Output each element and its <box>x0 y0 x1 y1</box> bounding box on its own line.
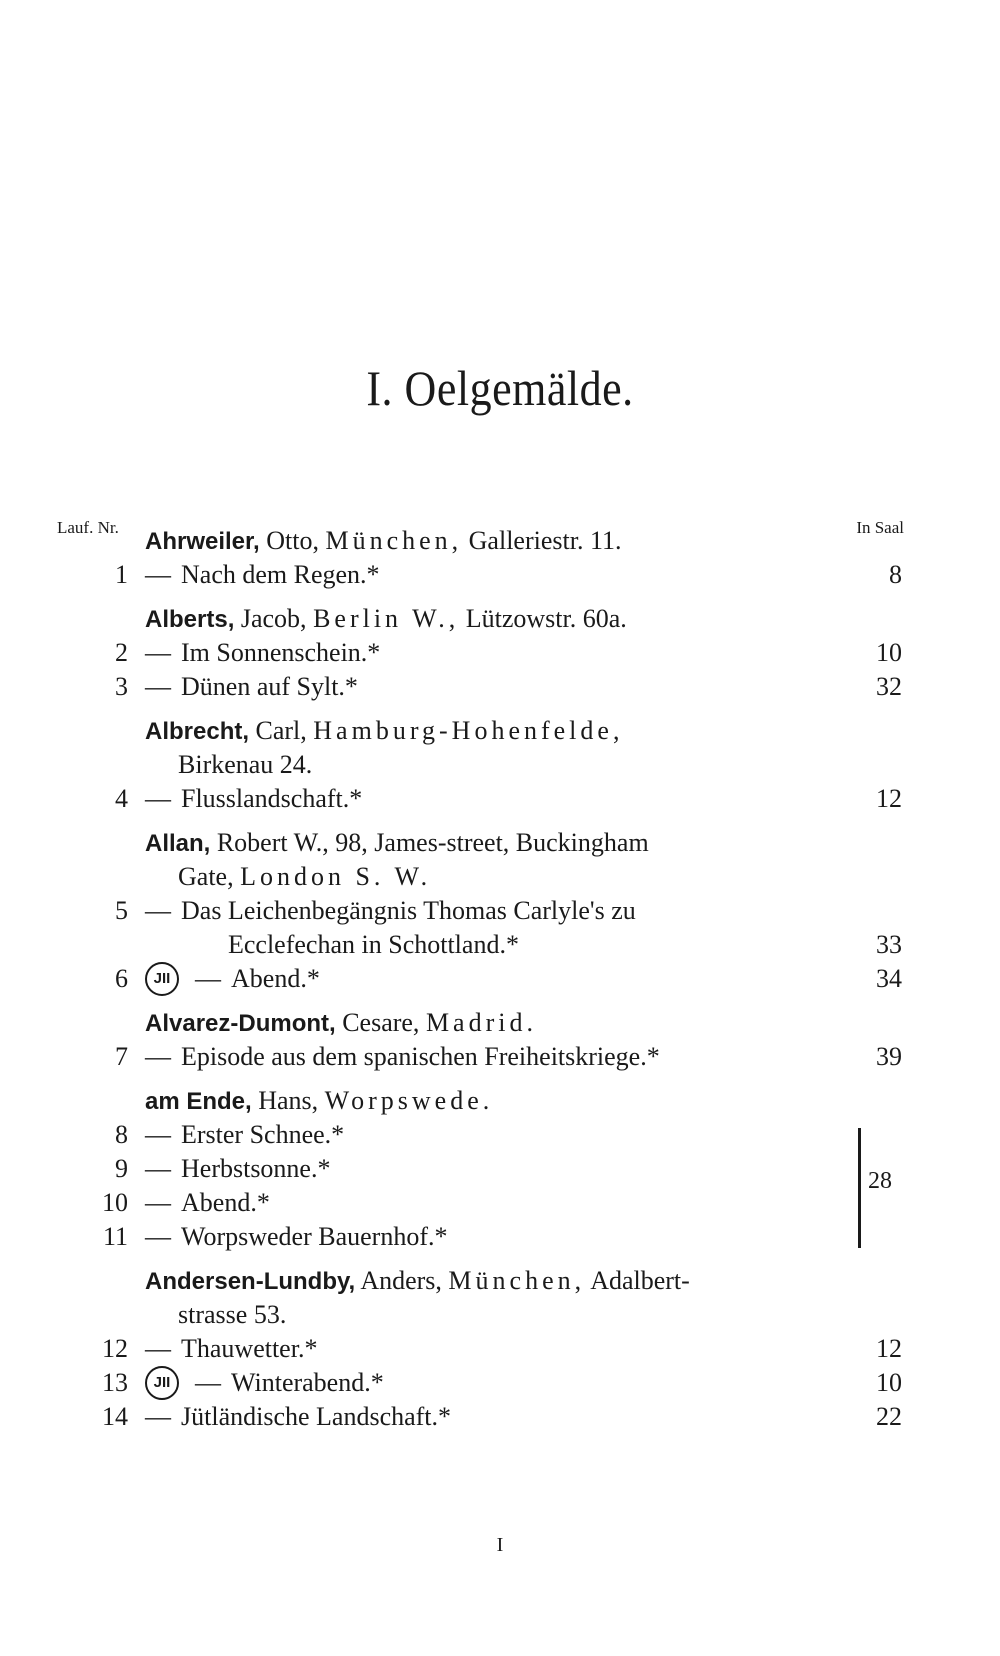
artist-entry-allan <box>0 826 1000 860</box>
list-item <box>0 1040 1000 1074</box>
work-title: Abend.* <box>181 1188 270 1217</box>
saal-number: 8 <box>889 560 902 589</box>
dash: — <box>145 896 171 925</box>
dash: — <box>145 1042 171 1071</box>
saal-number: 32 <box>876 672 902 701</box>
work-number: 8 <box>115 1120 128 1149</box>
artist-city: München, <box>448 1266 586 1295</box>
artist-first-name: Jacob, <box>240 604 307 633</box>
artist-address: Birkenau 24. <box>178 750 313 779</box>
dash: — <box>195 1368 221 1397</box>
group-bracket <box>858 1128 861 1248</box>
work-title-continued: Ecclefechan in Schottland.* <box>228 930 519 959</box>
list-item-continuation <box>0 928 1000 962</box>
dash: — <box>145 1120 171 1149</box>
work-number: 13 <box>102 1368 128 1397</box>
dash: — <box>145 638 171 667</box>
saal-number: 39 <box>876 1042 902 1071</box>
jury-badge-icon: JII <box>145 1366 179 1400</box>
artist-city: London S. W. <box>240 862 432 891</box>
artist-city: München, <box>325 526 463 555</box>
work-number: 12 <box>102 1334 128 1363</box>
column-header-lauf-nr: Lauf. Nr. <box>57 518 119 537</box>
dash: — <box>145 672 171 701</box>
work-number: 4 <box>115 784 128 813</box>
artist-city: Berlin W., <box>313 604 460 633</box>
artist-city: Madrid. <box>425 1008 537 1037</box>
saal-number: 10 <box>876 1368 902 1397</box>
artist-address: strasse 53. <box>178 1300 287 1329</box>
work-title: Worpsweder Bauernhof.* <box>181 1222 448 1251</box>
artist-entry-alvarez-dumont <box>0 1006 1000 1040</box>
list-item <box>0 1400 1000 1434</box>
list-item <box>0 1186 1000 1220</box>
group-saal-number: 28 <box>868 1168 892 1194</box>
work-number: 1 <box>115 560 128 589</box>
work-title: Nach dem Regen.* <box>181 560 380 589</box>
artist-first-name: Anders, <box>360 1266 442 1295</box>
dash: — <box>145 1188 171 1217</box>
list-item <box>0 558 1000 592</box>
work-number: 6 <box>115 964 128 993</box>
artist-first-name: Carl, <box>255 716 307 745</box>
work-number: 2 <box>115 638 128 667</box>
artist-name: Ahrweiler, <box>145 528 260 555</box>
artist-address: Gate, <box>178 862 234 891</box>
artist-entry-am-ende <box>0 1084 1000 1118</box>
list-item <box>0 636 1000 670</box>
list-item <box>0 670 1000 704</box>
artist-first-name: Cesare, <box>342 1008 420 1037</box>
work-number: 3 <box>115 672 128 701</box>
list-item <box>0 894 1000 928</box>
artist-first-name: Hans, <box>258 1086 319 1115</box>
artist-name: Andersen-Lundby, <box>145 1268 356 1295</box>
artist-first-name: Robert W., 98, James-street, Buckingham <box>216 828 649 857</box>
list-item <box>0 1118 1000 1152</box>
work-title: Jütländische Landschaft.* <box>181 1402 452 1431</box>
page-title: I. Oelgemälde. <box>366 361 634 416</box>
artist-city: Worpswede. <box>324 1086 494 1115</box>
list-item <box>0 782 1000 816</box>
saal-number: 10 <box>876 638 902 667</box>
column-header-saal: In Saal <box>856 518 904 537</box>
work-number: 5 <box>115 896 128 925</box>
artist-entry-andersen-lundby <box>0 1264 1000 1298</box>
work-number: 14 <box>102 1402 128 1431</box>
saal-number: 22 <box>876 1402 902 1431</box>
jury-badge-icon: JII <box>145 962 179 996</box>
saal-number: 12 <box>876 784 902 813</box>
artist-name: Albrecht, <box>145 718 250 745</box>
artist-entry-ahrweiler <box>0 524 1000 558</box>
artist-entry-albrecht <box>0 714 1000 748</box>
artist-entry-alberts <box>0 602 1000 636</box>
work-number: 7 <box>115 1042 128 1071</box>
work-title: Flusslandschaft.* <box>181 784 363 813</box>
work-number: 11 <box>102 1222 128 1251</box>
list-item <box>0 1366 1000 1400</box>
artist-first-name: Otto, <box>266 526 319 555</box>
page-number: I <box>496 1534 504 1556</box>
work-title: Im Sonnenschein.* <box>181 638 381 667</box>
saal-number: 33 <box>876 930 902 959</box>
work-title: Thauwetter.* <box>181 1334 318 1363</box>
dash: — <box>145 1154 171 1183</box>
list-item <box>0 1332 1000 1366</box>
work-title: Das Leichenbegängnis Thomas Carlyle's zu <box>181 896 636 925</box>
dash: — <box>145 1334 171 1363</box>
saal-number: 34 <box>876 964 902 993</box>
dash: — <box>145 1402 171 1431</box>
artist-name: am Ende, <box>145 1088 252 1115</box>
artist-address-line <box>0 748 1000 782</box>
work-title: Episode aus dem spanischen Freiheitskriege.* <box>181 1042 660 1071</box>
artist-address: Adalbert- <box>590 1266 690 1295</box>
artist-address: Lützowstr. 60a. <box>465 604 627 633</box>
list-item <box>0 1152 1000 1186</box>
work-title: Erster Schnee.* <box>181 1120 345 1149</box>
list-item <box>0 1220 1000 1254</box>
work-number: 10 <box>102 1188 128 1217</box>
saal-number: 12 <box>876 1334 902 1363</box>
artist-address-line <box>0 1298 1000 1332</box>
list-item <box>0 962 1000 996</box>
dash: — <box>145 784 171 813</box>
work-title: Herbstsonne.* <box>181 1154 331 1183</box>
artist-name: Alvarez-Dumont, <box>145 1010 336 1037</box>
artist-city: Hamburg-Hohenfelde, <box>313 716 624 745</box>
work-title: Winterabend.* <box>231 1368 384 1397</box>
artist-name: Allan, <box>145 830 211 857</box>
work-title: Abend.* <box>231 964 320 993</box>
dash: — <box>145 1222 171 1251</box>
work-number: 9 <box>115 1154 128 1183</box>
artist-address: Galleriestr. 11. <box>468 526 622 555</box>
work-title: Dünen auf Sylt.* <box>181 672 358 701</box>
dash: — <box>145 560 171 589</box>
artist-name: Alberts, <box>145 606 235 633</box>
artist-address-line <box>0 860 1000 894</box>
dash: — <box>195 964 221 993</box>
